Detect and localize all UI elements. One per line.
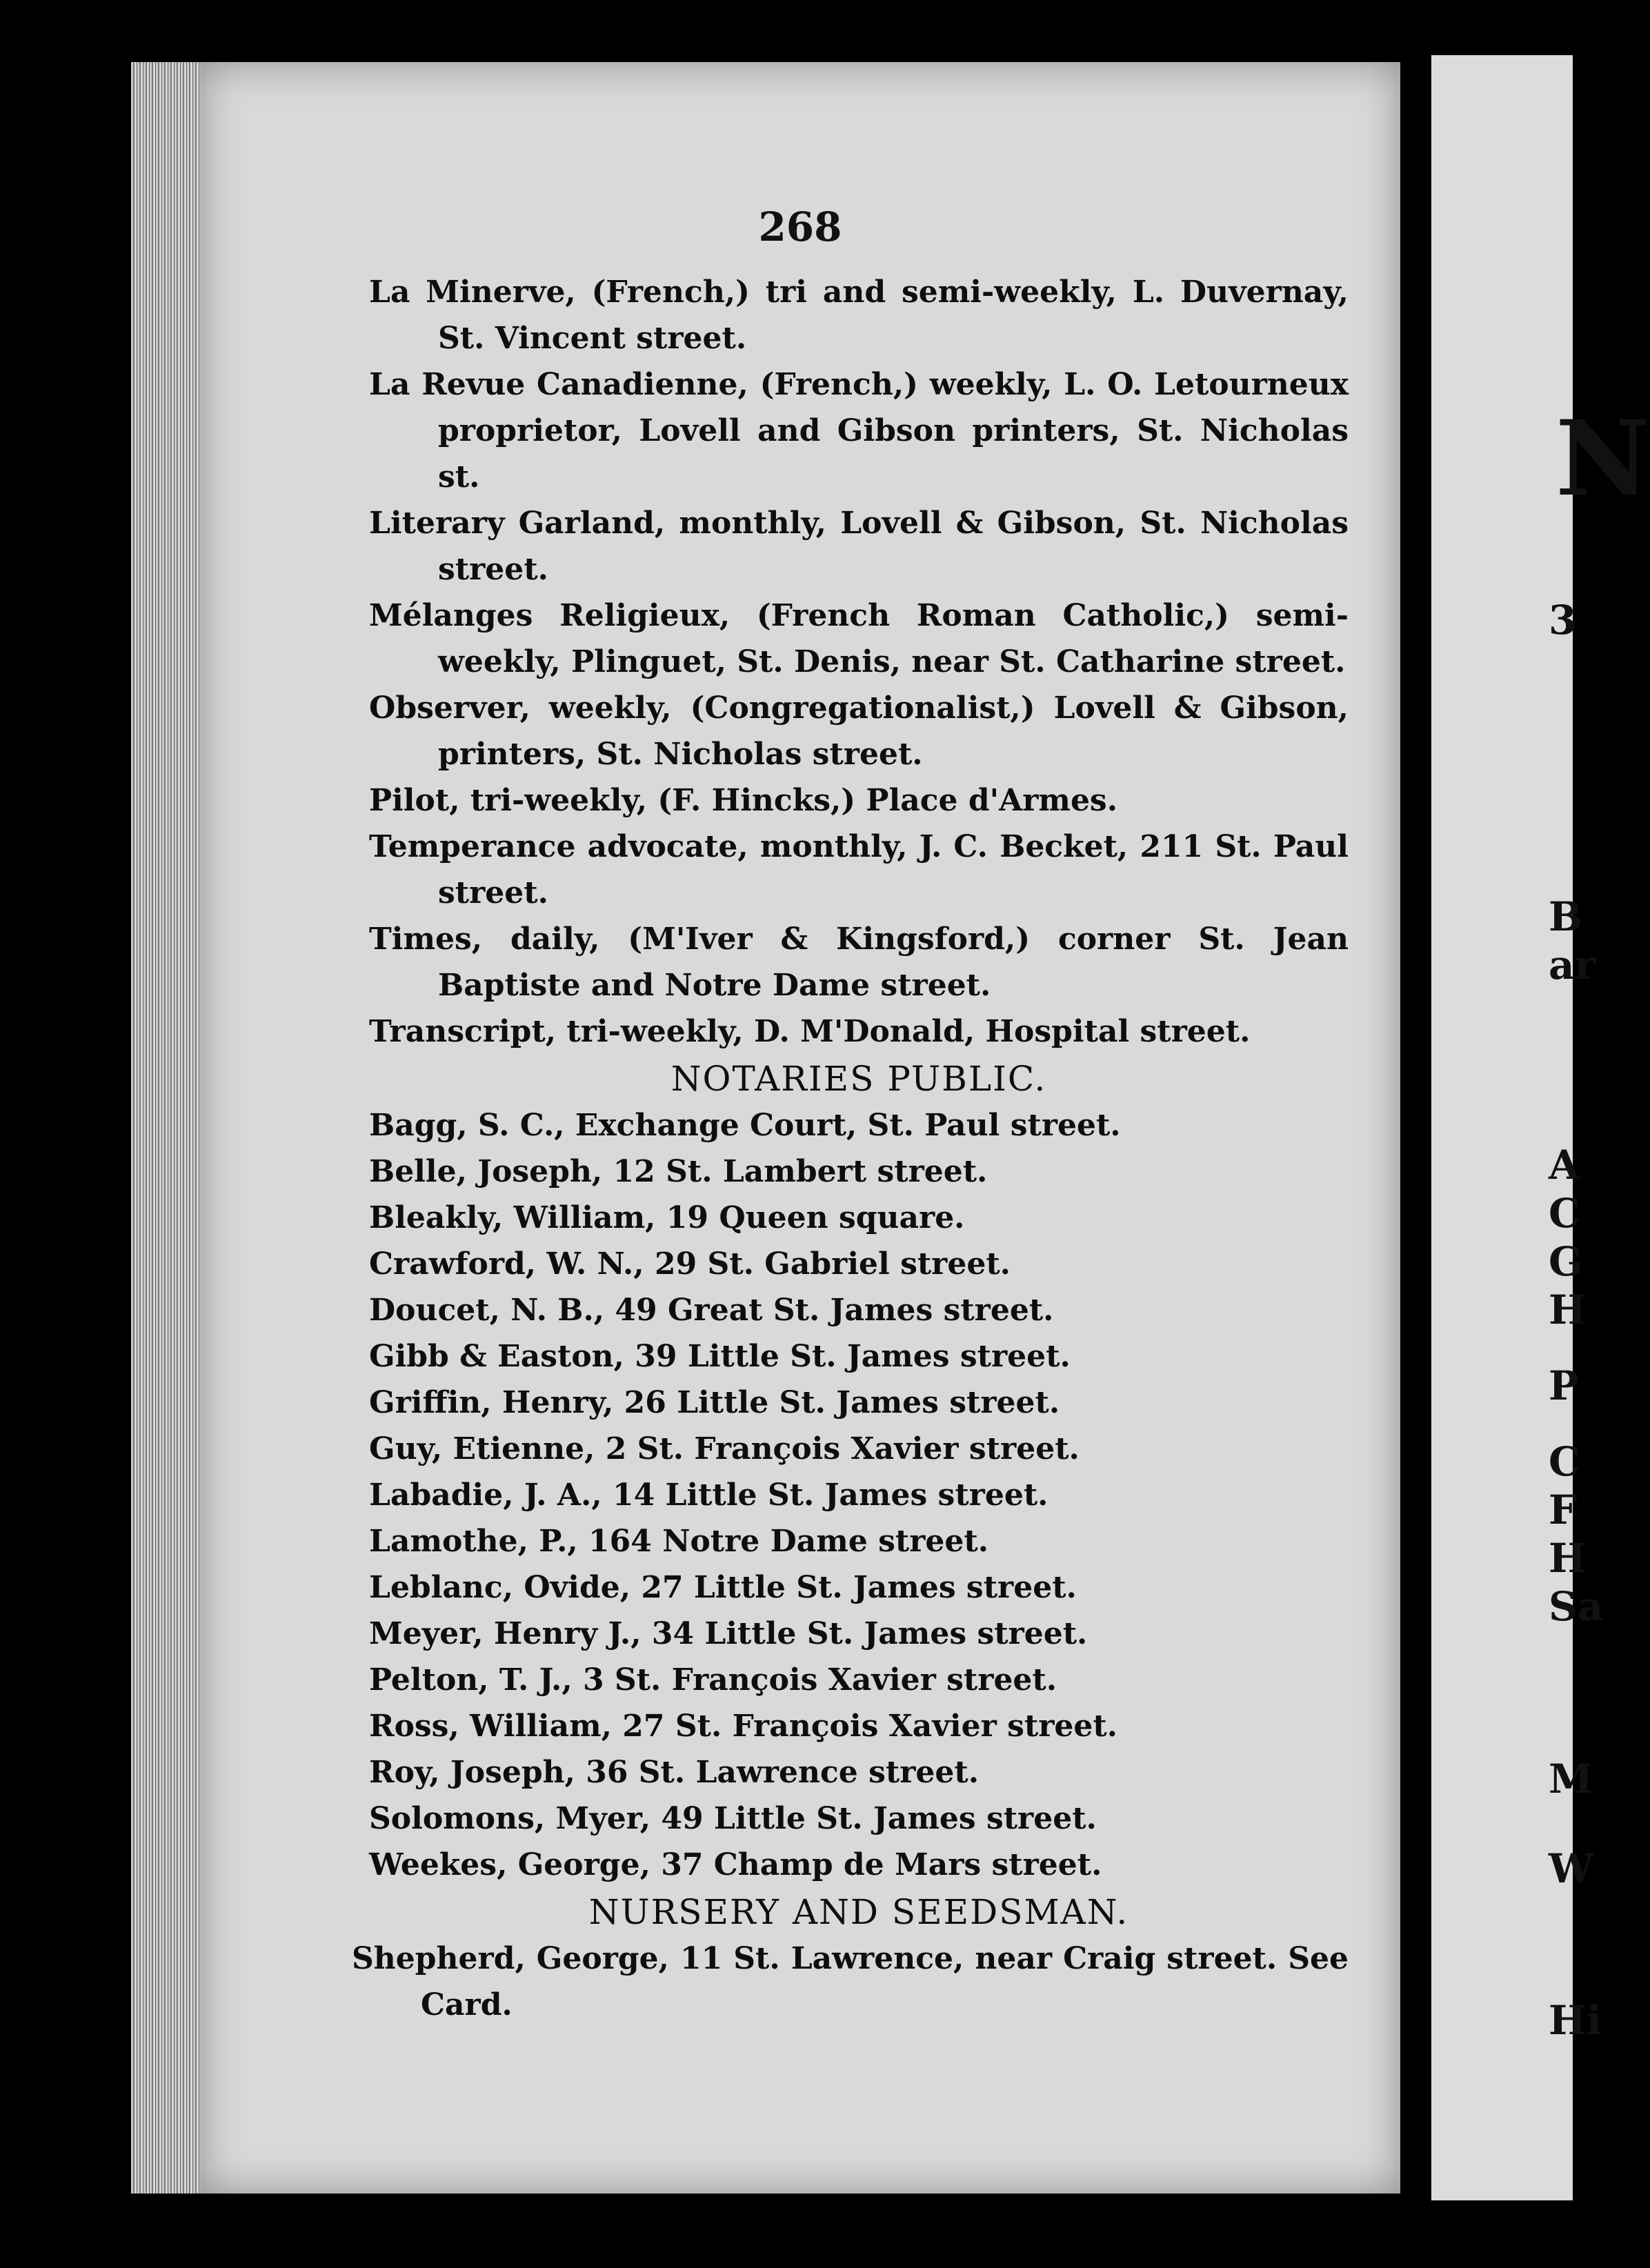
section-heading-nursery: NURSERY AND SEEDSMAN.	[588, 1892, 1129, 1932]
list-item: Transcript, tri-weekly, D. M'Donald, Hospital street.	[369, 1014, 1251, 1049]
facing-page-fragment	[1431, 55, 1650, 2200]
list-item: Observer, weekly, (Congregationalist,) Lovell & Gibson, printers, St. Nicholas street.	[369, 690, 1349, 772]
nursery-list	[352, 1936, 1349, 2028]
directory-page	[200, 62, 1400, 2194]
fragment-letter: C	[1549, 1190, 1581, 1237]
list-item: Doucet, N. B., 49 Great St. James street.	[369, 1293, 1054, 1328]
list-item: Shepherd, George, 11 St. Lawrence, near Craig street. See Card.	[352, 1941, 1349, 2022]
fragment-letter: F	[1549, 1486, 1578, 1533]
fragment-letter: B	[1549, 893, 1583, 940]
list-item: Times, daily, (M'Iver & Kingsford,) corner St. Jean Baptiste and Notre Dame street.	[369, 922, 1349, 1003]
periodicals-list	[369, 269, 1349, 1055]
list-item: Mélanges Religieux, (French Roman Catholic,) semi-weekly, Plinguet, St. Denis, near St. Catharine street.	[369, 598, 1349, 679]
list-item: La Minerve, (French,) tri and semi-weekly, L. Duvernay, St. Vincent street.	[369, 275, 1349, 356]
list-item: Lamothe, P., 164 Notre Dame street.	[369, 1524, 989, 1559]
fragment-letter: Hi	[1549, 1997, 1602, 2044]
fragment-letter: W	[1549, 1845, 1594, 1892]
list-item: Labadie, J. A., 14 Little St. James street.	[369, 1478, 1048, 1513]
list-item: La Revue Canadienne, (French,) weekly, L. O. Letourneux proprietor, Lovell and Gibson printers, St. Nicholas st.	[369, 367, 1349, 495]
list-item: Temperance advocate, monthly, J. C. Becket, 211 St. Paul street.	[369, 829, 1349, 911]
fragment-letter: A	[1549, 1142, 1580, 1188]
section-heading-notaries: NOTARIES PUBLIC.	[670, 1059, 1047, 1099]
fragment-letter: G	[1549, 1238, 1583, 1285]
fragment-letter: H	[1549, 1286, 1587, 1333]
list-item: Literary Garland, monthly, Lovell & Gibson, St. Nicholas street.	[369, 506, 1349, 587]
list-item: Pelton, T. J., 3 St. François Xavier street.	[369, 1662, 1057, 1698]
list-item: Ross, William, 27 St. François Xavier street.	[369, 1709, 1118, 1744]
fragment-letter: M	[1549, 1755, 1593, 1802]
list-item: Belle, Joseph, 12 St. Lambert street.	[369, 1154, 988, 1189]
list-item: Weekes, George, 37 Champ de Mars street.	[369, 1847, 1102, 1882]
fragment-letter: Sa	[1549, 1583, 1604, 1630]
fragment-letter: 3	[1549, 597, 1577, 644]
list-item: Bleakly, William, 19 Queen square.	[369, 1200, 965, 1235]
list-item: Roy, Joseph, 36 St. Lawrence street.	[369, 1755, 980, 1790]
list-item: Crawford, W. N., 29 St. Gabriel street.	[369, 1246, 1011, 1282]
list-item: Pilot, tri-weekly, (F. Hincks,) Place d'Armes.	[369, 783, 1118, 818]
list-item: Leblanc, Ovide, 27 Little St. James street.	[369, 1570, 1077, 1605]
fragment-letter: P	[1549, 1362, 1579, 1409]
list-item: Solomons, Myer, 49 Little St. James street.	[369, 1801, 1097, 1836]
list-item: Griffin, Henry, 26 Little St. James street.	[369, 1385, 1060, 1420]
list-item: Guy, Etienne, 2 St. François Xavier street.	[369, 1431, 1080, 1466]
fragment-letter: H	[1549, 1535, 1587, 1582]
book-page-edges	[131, 62, 207, 2194]
fragment-letter: C	[1549, 1438, 1581, 1485]
notaries-list	[369, 1102, 1349, 1888]
list-item: Gibb & Easton, 39 Little St. James street.	[369, 1339, 1071, 1374]
list-item: Meyer, Henry J., 34 Little St. James street.	[369, 1616, 1088, 1651]
page-number: 268	[758, 203, 842, 250]
list-item: Bagg, S. C., Exchange Court, St. Paul street.	[369, 1108, 1121, 1143]
fragment-letter: ar	[1549, 942, 1596, 988]
page-content	[352, 269, 1349, 2028]
fragment-letter: N	[1555, 398, 1650, 519]
